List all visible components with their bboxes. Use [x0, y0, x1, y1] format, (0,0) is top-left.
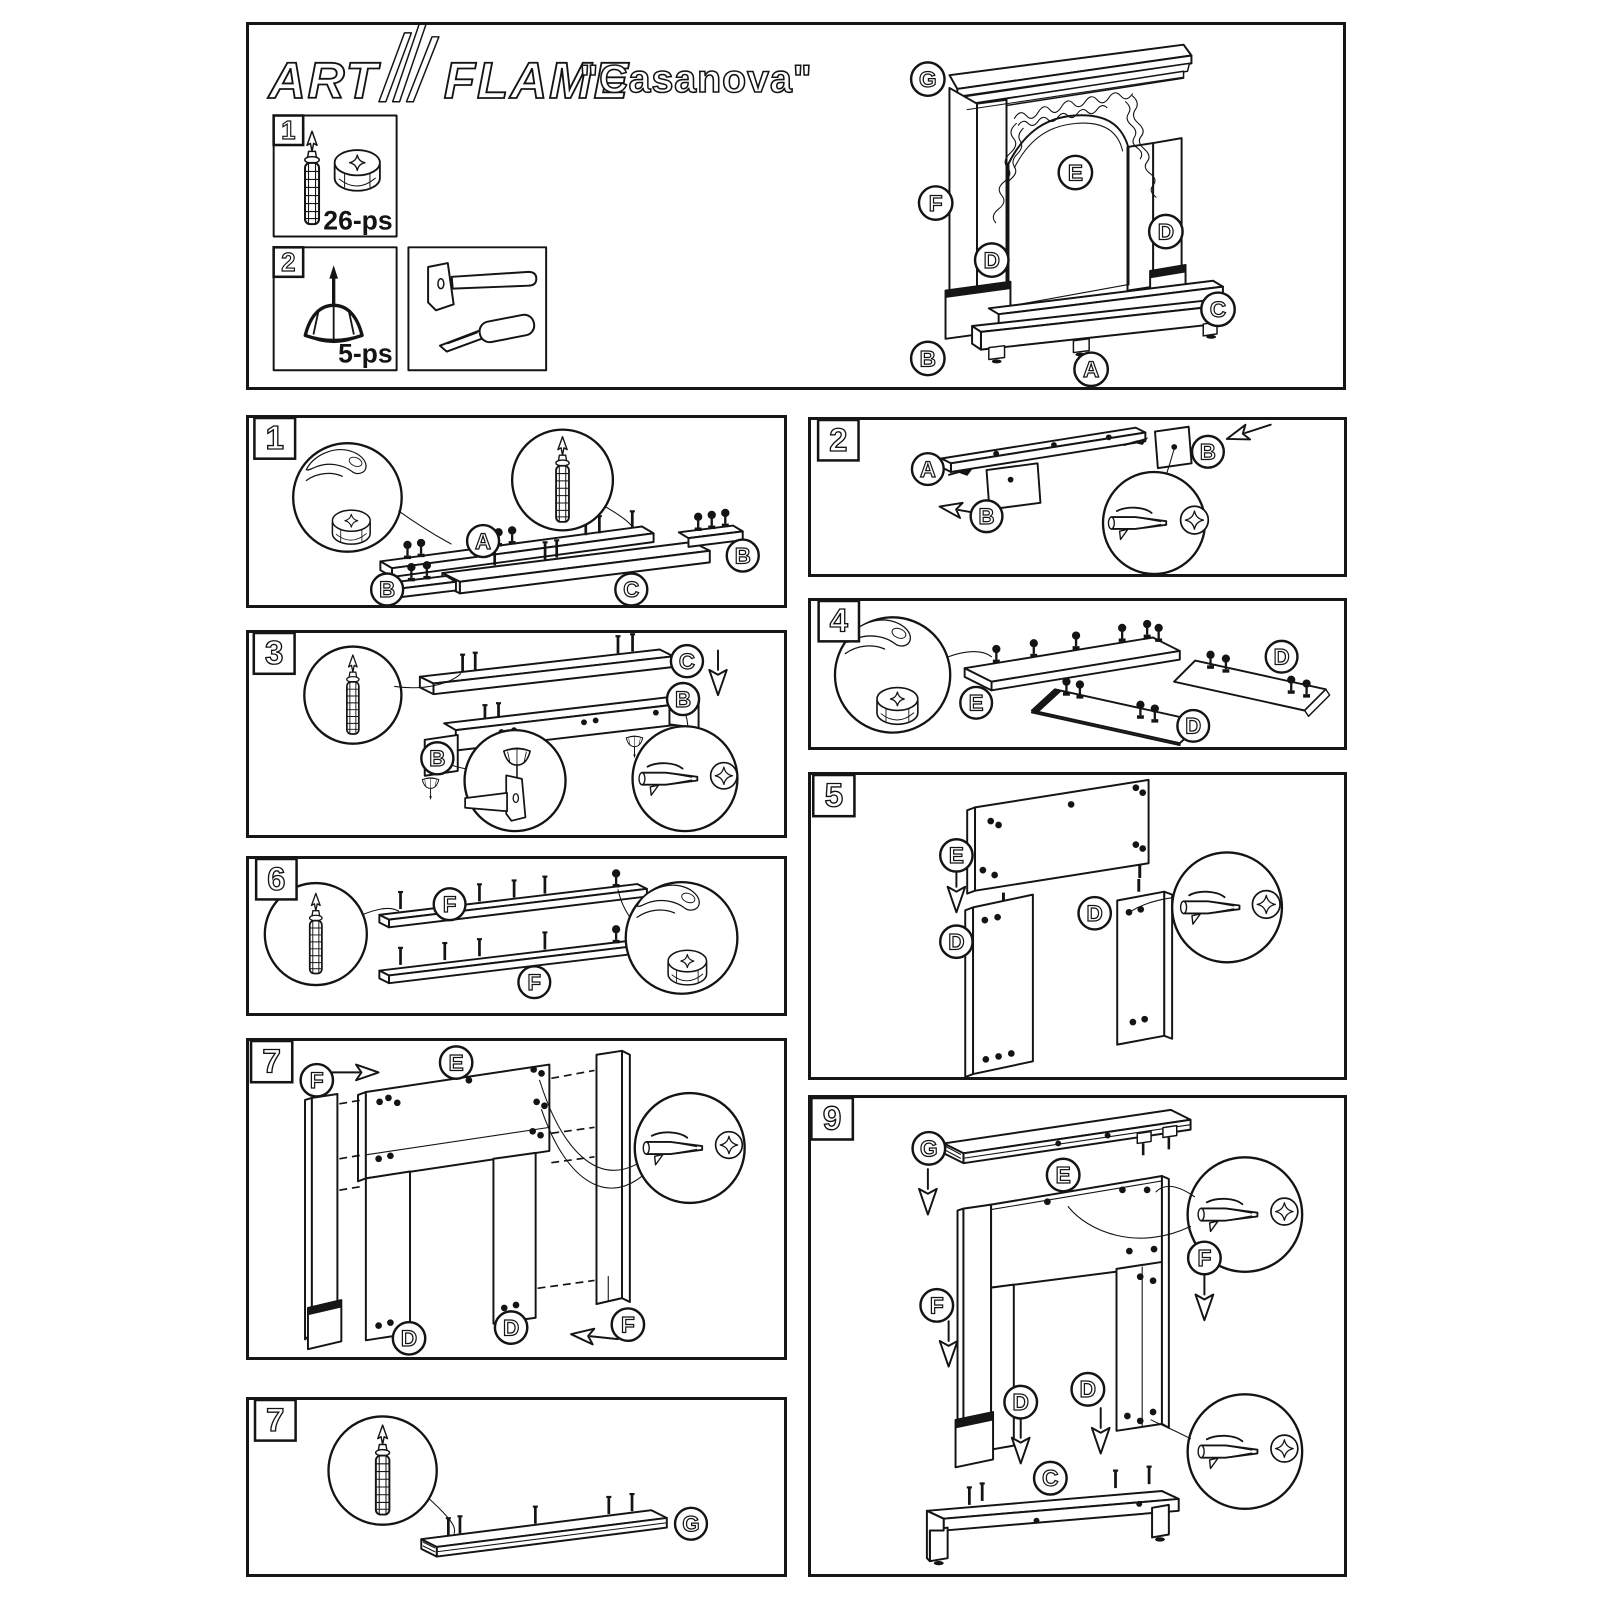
panel-D-left: [965, 895, 1033, 1077]
part-label-F: [612, 1308, 644, 1340]
step-9-drawing: [811, 1098, 1344, 1574]
fireplace-overview: [911, 45, 1235, 386]
svg-text:E: E: [448, 1050, 464, 1076]
step-5-panel: [808, 772, 1347, 1080]
svg-text:C: C: [623, 577, 640, 603]
step-3-drawing: [249, 633, 784, 835]
step-8-panel: [246, 1397, 787, 1577]
assembly-E-D: [358, 1065, 549, 1341]
euro-screw-icon: [347, 655, 359, 734]
tools-box: [408, 247, 546, 370]
step-number-box: [813, 775, 854, 816]
board-F-right: [596, 1051, 629, 1304]
part-label-D: [393, 1322, 425, 1354]
part-label-E: [1059, 156, 1092, 189]
svg-text:C: C: [1042, 1465, 1059, 1492]
brand-logo-flame: FLAME: [443, 51, 630, 109]
part-label-D: [495, 1311, 527, 1343]
svg-text:E: E: [1055, 1161, 1071, 1188]
header-overview-drawing: [249, 25, 1343, 387]
part-label-D: [975, 243, 1008, 276]
part-label-B: [911, 342, 944, 375]
svg-text:G: G: [919, 66, 937, 92]
step-8-drawing: [249, 1400, 784, 1574]
step-4-drawing: [811, 601, 1344, 747]
part-label-C: [1034, 1462, 1067, 1495]
detail-euro-screw-zoom: [304, 647, 460, 744]
hardware-1-number: 1: [281, 117, 296, 146]
svg-text:A: A: [1082, 357, 1100, 383]
svg-text:B: B: [429, 746, 446, 772]
svg-text:B: B: [1199, 439, 1216, 465]
board-F-left: [305, 1094, 341, 1349]
svg-text:F: F: [928, 190, 943, 216]
svg-text:F: F: [309, 1068, 324, 1094]
svg-text:3: 3: [265, 634, 284, 672]
step-number-box: [255, 1400, 296, 1441]
part-label-F: [518, 966, 550, 998]
board-F-upper: [379, 869, 647, 927]
board-F-lower: [379, 925, 647, 983]
svg-text:4: 4: [829, 601, 848, 639]
detail-cam-lock-zoom: [293, 443, 451, 552]
svg-text:9: 9: [822, 1100, 842, 1138]
svg-text:A: A: [475, 528, 492, 554]
phillips-cross-icon: [1252, 891, 1280, 919]
down-arrow-icon: [919, 1169, 937, 1214]
part-label-E: [440, 1046, 472, 1078]
step-2-drawing: [811, 420, 1344, 574]
part-label-A: [467, 525, 499, 557]
slide-arrow-icon: [332, 1065, 379, 1081]
phillips-cross-icon: [1271, 1198, 1298, 1225]
part-label-D: [1177, 710, 1209, 742]
down-arrow-icon: [948, 867, 966, 912]
phillips-cross-icon: [711, 763, 737, 789]
down-arrow-icon: [709, 650, 726, 695]
part-label-D: [940, 926, 972, 958]
svg-text:D: D: [1185, 713, 1202, 739]
svg-text:B: B: [734, 543, 751, 569]
part-label-C: [1201, 293, 1234, 326]
part-label-B: [421, 742, 453, 774]
down-arrow-icon: [1196, 1275, 1214, 1320]
svg-text:C: C: [678, 648, 695, 674]
svg-text:C: C: [1209, 297, 1227, 323]
step-5-drawing: [811, 775, 1344, 1077]
brand-logo: [267, 25, 813, 109]
euro-screw-icon: [376, 1425, 390, 1514]
part-label-E: [1047, 1159, 1080, 1192]
step-7-drawing: [249, 1041, 784, 1357]
part-label-B: [667, 683, 699, 715]
svg-text:F: F: [1197, 1244, 1212, 1271]
svg-text:G: G: [920, 1135, 938, 1162]
svg-text:G: G: [682, 1511, 700, 1537]
header-overview-panel: [246, 22, 1346, 390]
svg-text:D: D: [1079, 1376, 1097, 1403]
part-label-G: [675, 1508, 707, 1540]
part-label-D: [1149, 215, 1182, 248]
svg-text:F: F: [527, 969, 542, 995]
step-number-box: [254, 633, 295, 674]
step-3-panel: [246, 630, 787, 838]
part-label-B: [371, 574, 403, 605]
svg-text:D: D: [1012, 1389, 1029, 1416]
part-label-E: [940, 839, 972, 871]
part-label-A: [1074, 353, 1107, 386]
part-label-F: [919, 186, 952, 219]
svg-text:D: D: [1157, 219, 1175, 245]
svg-text:1: 1: [265, 419, 284, 457]
board-G: [944, 1110, 1191, 1163]
euro-screw-icon: [310, 893, 322, 973]
svg-text:2: 2: [829, 420, 848, 458]
step-number-box: [256, 859, 296, 899]
product-name: "Casanova": [579, 56, 813, 101]
hardware-2-qty: 5-ps: [338, 338, 393, 369]
svg-text:E: E: [968, 690, 984, 716]
part-label-C: [671, 645, 703, 677]
step-number-box: [251, 1041, 292, 1082]
svg-text:D: D: [983, 247, 1000, 273]
part-label-G: [911, 62, 944, 95]
svg-text:B: B: [379, 577, 396, 603]
hardware-box-1: [274, 116, 397, 237]
board-G: [421, 1493, 667, 1557]
part-label-D: [1072, 1373, 1105, 1406]
step-number-box: [818, 420, 858, 460]
step-6-panel: [246, 856, 787, 1016]
svg-text:B: B: [674, 686, 692, 712]
detail-screwdriver-zoom-bottom: [1151, 1394, 1302, 1509]
svg-text:F: F: [442, 891, 457, 917]
side-panels: [949, 88, 1181, 310]
svg-text:D: D: [1086, 901, 1103, 927]
step-number-box: [819, 601, 859, 641]
part-label-B: [727, 540, 759, 572]
part-label-F: [434, 888, 466, 920]
step-1-panel: [246, 415, 787, 608]
svg-text:D: D: [502, 1315, 520, 1341]
detail-euro-screw-zoom: [512, 430, 631, 531]
svg-text:E: E: [948, 843, 964, 869]
board-C: [420, 650, 673, 695]
board-A: [941, 428, 1145, 472]
hardware-1-qty: 26-ps: [323, 205, 393, 236]
part-label-G: [913, 1132, 946, 1165]
hardware-box-2: [274, 247, 397, 370]
phillips-cross-icon: [1271, 1435, 1298, 1462]
svg-text:D: D: [948, 929, 965, 955]
board-D-bottom: [1032, 689, 1203, 745]
step-4-panel: [808, 598, 1347, 750]
part-label-E: [960, 687, 992, 719]
panel-E: [967, 780, 1148, 906]
part-label-F: [920, 1289, 953, 1322]
euro-screw-icon: [305, 131, 319, 224]
part-label-F: [1188, 1242, 1221, 1275]
logo-slashes-icon: [379, 25, 439, 102]
part-label-C: [615, 574, 647, 605]
svg-text:F: F: [929, 1292, 944, 1319]
phillips-cross-icon: [716, 1132, 743, 1159]
svg-text:B: B: [919, 346, 936, 372]
slide-arrow-icon: [1224, 420, 1273, 446]
hardware-2-number: 2: [281, 248, 296, 277]
part-label-D: [1266, 641, 1298, 673]
part-label-D: [1004, 1386, 1037, 1419]
detail-screwdriver-zoom: [1103, 449, 1208, 574]
detail-euro-screw-zoom: [328, 1416, 454, 1533]
down-arrow-icon: [1092, 1408, 1110, 1453]
down-arrow-icon: [940, 1321, 958, 1366]
step-2-panel: [808, 417, 1347, 577]
step-9-panel: [808, 1095, 1347, 1577]
step-number-box: [811, 1098, 852, 1139]
phillips-cross-icon: [1181, 506, 1209, 534]
svg-text:B: B: [978, 503, 995, 529]
step-1-drawing: [249, 418, 784, 605]
svg-text:D: D: [1273, 644, 1290, 670]
part-label-B: [1192, 436, 1224, 468]
panel-D-right: [1117, 879, 1172, 1045]
board-B-right: [1155, 427, 1192, 468]
svg-text:7: 7: [266, 1400, 285, 1438]
svg-text:A: A: [919, 456, 936, 482]
part-label-F: [301, 1064, 333, 1096]
detail-screwdriver-zoom: [540, 1080, 745, 1203]
assembled-frame: [956, 1176, 1169, 1467]
brand-logo-art: ART: [268, 51, 379, 109]
svg-text:5: 5: [824, 777, 844, 815]
svg-text:6: 6: [267, 859, 286, 897]
step-7-panel: [246, 1038, 787, 1360]
euro-screw-icon: [556, 437, 569, 522]
svg-text:F: F: [620, 1312, 635, 1338]
step-number-box: [254, 418, 295, 459]
part-label-D: [1078, 897, 1110, 929]
detail-cam-lock-zoom: [618, 882, 737, 994]
svg-text:7: 7: [262, 1043, 281, 1081]
svg-text:D: D: [400, 1326, 418, 1352]
part-label-A: [912, 453, 944, 485]
step-6-drawing: [249, 859, 784, 1013]
svg-text:E: E: [1067, 160, 1083, 186]
part-label-B: [971, 500, 1003, 532]
